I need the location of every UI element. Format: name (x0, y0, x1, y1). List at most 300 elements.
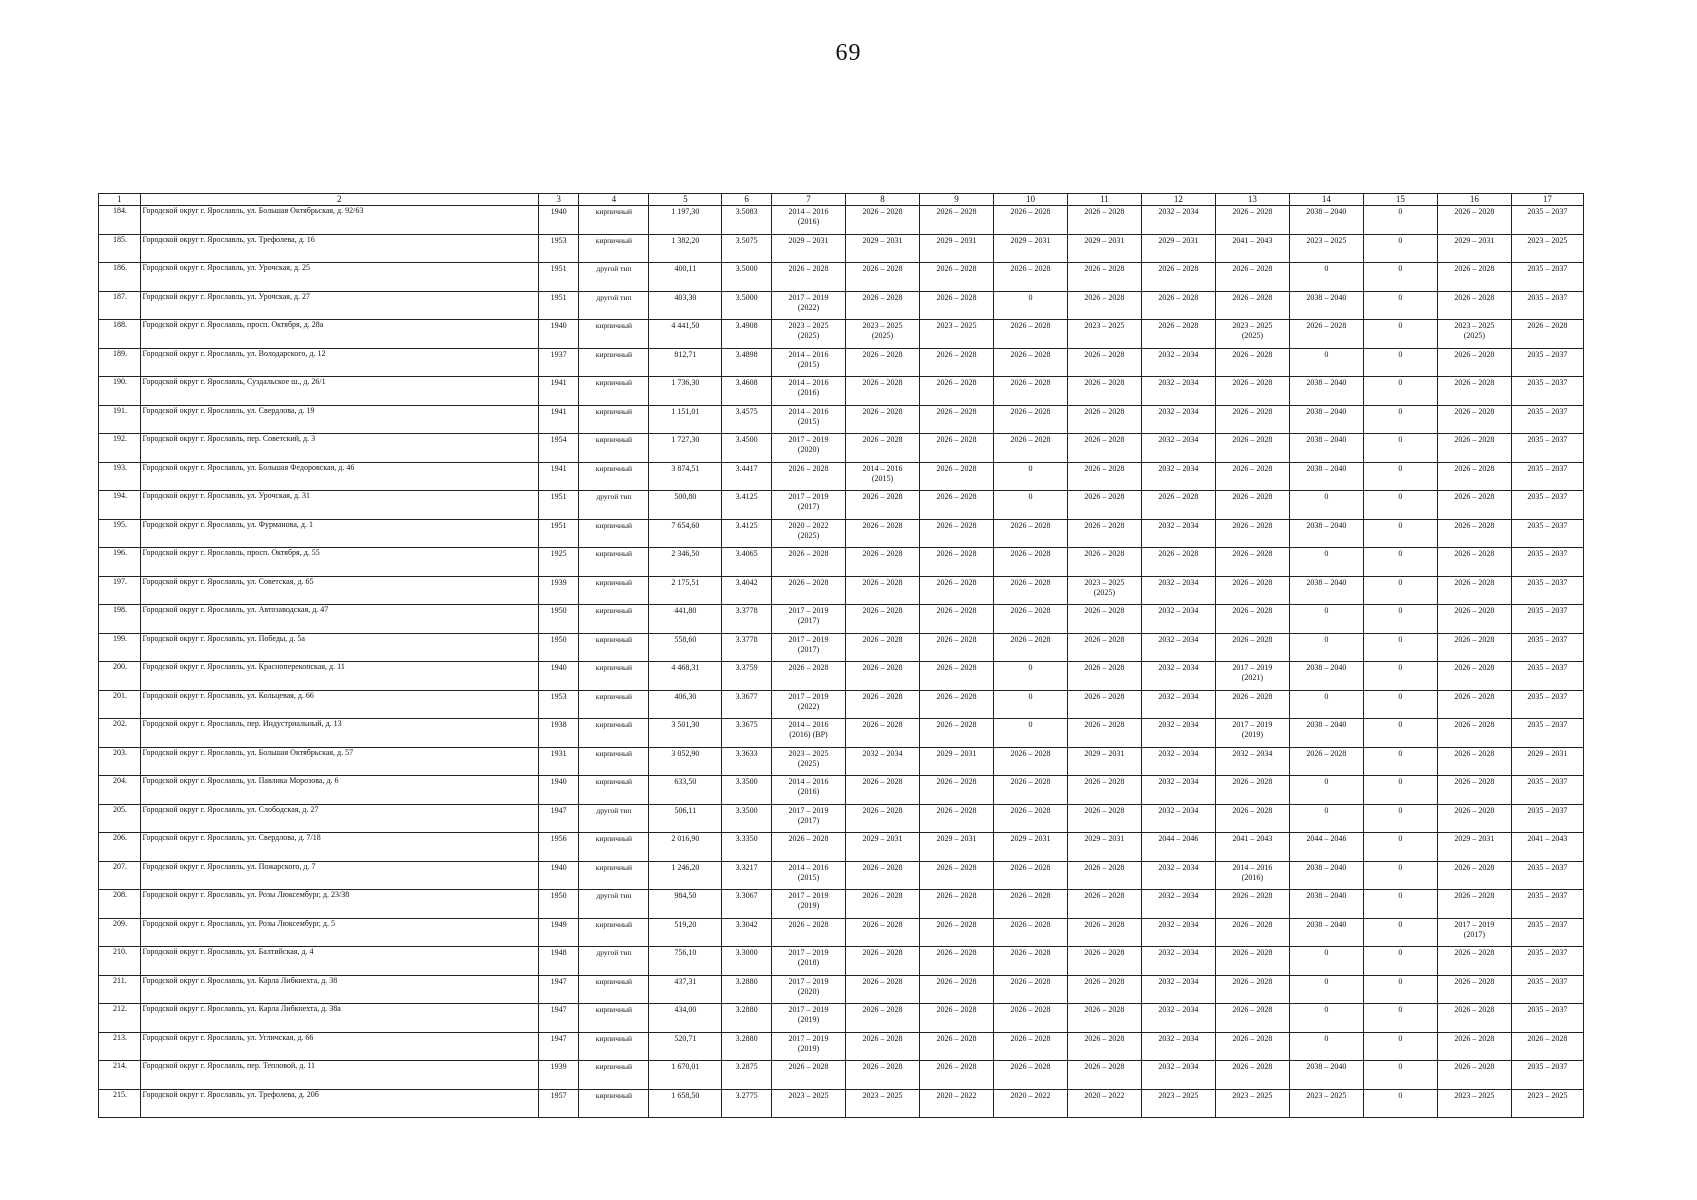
material-cell: другой тип (579, 947, 649, 976)
cell-col-3: 1939 (538, 1061, 579, 1090)
cell-col-6: 3.3000 (722, 947, 772, 976)
cell-col-13: 2014 – 2016 (2016) (1215, 861, 1289, 890)
cell-col-11: 2026 – 2028 (1067, 263, 1141, 292)
cell-col-8: 2026 – 2028 (845, 719, 919, 748)
cell-col-10: 2026 – 2028 (993, 747, 1067, 776)
cell-col-13: 2026 – 2028 (1215, 434, 1289, 463)
cell-col-12: 2032 – 2034 (1141, 947, 1215, 976)
cell-col-5: 500,80 (649, 491, 722, 520)
row-number: 209. (99, 918, 141, 947)
address-cell: Городской округ г. Ярославль, ул. Красноперекопская, д. 11 (140, 662, 538, 691)
cell-col-10: 2026 – 2028 (993, 348, 1067, 377)
cell-col-14: 2026 – 2028 (1289, 747, 1363, 776)
cell-col-12: 2032 – 2034 (1141, 576, 1215, 605)
cell-col-16: 2026 – 2028 (1437, 804, 1511, 833)
cell-col-9: 2026 – 2028 (919, 405, 993, 434)
cell-col-12: 2032 – 2034 (1141, 405, 1215, 434)
cell-col-17: 2035 – 2037 (1511, 1061, 1583, 1090)
table-row (99, 833, 1584, 862)
address-cell: Городской округ г. Ярославль, ул. Кольцевая, д. 66 (140, 690, 538, 719)
cell-col-15: 0 (1363, 377, 1437, 406)
cell-col-15: 0 (1363, 291, 1437, 320)
cell-col-8: 2026 – 2028 (845, 1061, 919, 1090)
cell-col-10: 2029 – 2031 (993, 833, 1067, 862)
cell-col-12: 2032 – 2034 (1141, 1032, 1215, 1061)
cell-col-3: 1941 (538, 377, 579, 406)
cell-col-8: 2026 – 2028 (845, 576, 919, 605)
row-number: 203. (99, 747, 141, 776)
cell-col-5: 1 736,30 (649, 377, 722, 406)
cell-col-10: 2020 – 2022 (993, 1089, 1067, 1118)
cell-col-16: 2026 – 2028 (1437, 747, 1511, 776)
material-cell: кирпичный (579, 462, 649, 491)
cell-col-11: 2026 – 2028 (1067, 804, 1141, 833)
cell-col-8: 2026 – 2028 (845, 947, 919, 976)
cell-col-3: 1954 (538, 434, 579, 463)
row-number: 200. (99, 662, 141, 691)
cell-col-3: 1948 (538, 947, 579, 976)
cell-col-15: 0 (1363, 462, 1437, 491)
table-row (99, 605, 1584, 634)
cell-col-14: 0 (1289, 605, 1363, 634)
address-cell: Городской округ г. Ярославль, ул. Балтийская, д. 4 (140, 947, 538, 976)
cell-col-11: 2026 – 2028 (1067, 690, 1141, 719)
table-row (99, 206, 1584, 235)
cell-col-16: 2026 – 2028 (1437, 462, 1511, 491)
cell-col-13: 2026 – 2028 (1215, 291, 1289, 320)
row-number: 201. (99, 690, 141, 719)
cell-col-17: 2026 – 2028 (1511, 1032, 1583, 1061)
column-header-13: 13 (1215, 194, 1289, 206)
address-cell: Городской округ г. Ярославль, Суздальское ш., д. 26/1 (140, 377, 538, 406)
cell-col-5: 519,20 (649, 918, 722, 947)
cell-col-8: 2032 – 2034 (845, 747, 919, 776)
cell-col-16: 2026 – 2028 (1437, 206, 1511, 235)
cell-col-10: 2026 – 2028 (993, 320, 1067, 349)
cell-col-16: 2026 – 2028 (1437, 1061, 1511, 1090)
table-row (99, 776, 1584, 805)
cell-col-11: 2026 – 2028 (1067, 1061, 1141, 1090)
cell-col-8: 2026 – 2028 (845, 776, 919, 805)
cell-col-3: 1950 (538, 633, 579, 662)
cell-col-12: 2032 – 2034 (1141, 776, 1215, 805)
row-number: 194. (99, 491, 141, 520)
cell-col-16: 2026 – 2028 (1437, 1004, 1511, 1033)
housing-table-wrapper (98, 193, 1584, 1118)
cell-col-12: 2044 – 2046 (1141, 833, 1215, 862)
cell-col-8: 2026 – 2028 (845, 263, 919, 292)
material-cell: другой тип (579, 491, 649, 520)
address-cell: Городской округ г. Ярославль, ул. Советская, д. 65 (140, 576, 538, 605)
column-header-3: 3 (538, 194, 579, 206)
cell-col-3: 1956 (538, 833, 579, 862)
cell-col-17: 2035 – 2037 (1511, 633, 1583, 662)
cell-col-6: 3.3675 (722, 719, 772, 748)
address-cell: Городской округ г. Ярославль, ул. Урочская, д. 25 (140, 263, 538, 292)
cell-col-17: 2035 – 2037 (1511, 719, 1583, 748)
cell-col-9: 2026 – 2028 (919, 434, 993, 463)
cell-col-9: 2026 – 2028 (919, 662, 993, 691)
cell-col-8: 2026 – 2028 (845, 918, 919, 947)
cell-col-9: 2026 – 2028 (919, 291, 993, 320)
cell-col-11: 2026 – 2028 (1067, 519, 1141, 548)
cell-col-12: 2026 – 2028 (1141, 491, 1215, 520)
cell-col-8: 2026 – 2028 (845, 605, 919, 634)
column-header-9: 9 (919, 194, 993, 206)
column-header-1: 1 (99, 194, 141, 206)
table-row (99, 890, 1584, 919)
cell-col-14: 2023 – 2025 (1289, 234, 1363, 263)
cell-col-9: 2026 – 2028 (919, 491, 993, 520)
material-cell: кирпичный (579, 833, 649, 862)
cell-col-14: 0 (1289, 975, 1363, 1004)
material-cell: кирпичный (579, 918, 649, 947)
table-row (99, 975, 1584, 1004)
cell-col-11: 2029 – 2031 (1067, 833, 1141, 862)
cell-col-9: 2026 – 2028 (919, 348, 993, 377)
cell-col-15: 0 (1363, 804, 1437, 833)
cell-col-3: 1951 (538, 291, 579, 320)
cell-col-6: 3.2880 (722, 975, 772, 1004)
cell-col-6: 3.3633 (722, 747, 772, 776)
cell-col-7: 2014 – 2016 (2015) (772, 348, 846, 377)
cell-col-3: 1957 (538, 1089, 579, 1118)
cell-col-17: 2035 – 2037 (1511, 377, 1583, 406)
cell-col-6: 3.4125 (722, 519, 772, 548)
address-cell: Городской округ г. Ярославль, ул. Карла Либкнехта, д. 38 (140, 975, 538, 1004)
cell-col-13: 2026 – 2028 (1215, 462, 1289, 491)
row-number: 205. (99, 804, 141, 833)
address-cell: Городской округ г. Ярославль, просп. Октября, д. 28а (140, 320, 538, 349)
cell-col-10: 2026 – 2028 (993, 1032, 1067, 1061)
cell-col-3: 1940 (538, 206, 579, 235)
cell-col-15: 0 (1363, 1032, 1437, 1061)
table-row (99, 405, 1584, 434)
cell-col-17: 2035 – 2037 (1511, 890, 1583, 919)
column-header-5: 5 (649, 194, 722, 206)
cell-col-9: 2026 – 2028 (919, 633, 993, 662)
address-cell: Городской округ г. Ярославль, ул. Фурманова, д. 1 (140, 519, 538, 548)
cell-col-9: 2026 – 2028 (919, 1032, 993, 1061)
cell-col-6: 3.4417 (722, 462, 772, 491)
address-cell: Городской округ г. Ярославль, ул. Розы Люксембург, д. 5 (140, 918, 538, 947)
cell-col-13: 2026 – 2028 (1215, 519, 1289, 548)
cell-col-14: 2038 – 2040 (1289, 291, 1363, 320)
table-row (99, 377, 1584, 406)
cell-col-12: 2032 – 2034 (1141, 1004, 1215, 1033)
cell-col-6: 3.3067 (722, 890, 772, 919)
cell-col-17: 2035 – 2037 (1511, 918, 1583, 947)
column-header-6: 6 (722, 194, 772, 206)
cell-col-10: 2026 – 2028 (993, 633, 1067, 662)
cell-col-11: 2026 – 2028 (1067, 890, 1141, 919)
material-cell: другой тип (579, 291, 649, 320)
cell-col-15: 0 (1363, 633, 1437, 662)
address-cell: Городской округ г. Ярославль, ул. Урочская, д. 31 (140, 491, 538, 520)
cell-col-8: 2023 – 2025 (845, 1089, 919, 1118)
column-header-4: 4 (579, 194, 649, 206)
cell-col-3: 1947 (538, 804, 579, 833)
cell-col-9: 2026 – 2028 (919, 1061, 993, 1090)
cell-col-12: 2032 – 2034 (1141, 605, 1215, 634)
cell-col-7: 2017 – 2019 (2019) (772, 1004, 846, 1033)
table-row (99, 491, 1584, 520)
cell-col-5: 4 468,31 (649, 662, 722, 691)
cell-col-7: 2014 – 2016 (2016) (ВР) (772, 719, 846, 748)
address-cell: Городской округ г. Ярославль, ул. Розы Люксембург, д. 23/38 (140, 890, 538, 919)
cell-col-5: 1 246,20 (649, 861, 722, 890)
cell-col-3: 1950 (538, 605, 579, 634)
cell-col-14: 2038 – 2040 (1289, 377, 1363, 406)
cell-col-16: 2026 – 2028 (1437, 576, 1511, 605)
cell-col-10: 2026 – 2028 (993, 377, 1067, 406)
cell-col-17: 2035 – 2037 (1511, 1004, 1583, 1033)
material-cell: кирпичный (579, 1089, 649, 1118)
cell-col-12: 2026 – 2028 (1141, 291, 1215, 320)
cell-col-13: 2026 – 2028 (1215, 491, 1289, 520)
cell-col-15: 0 (1363, 833, 1437, 862)
cell-col-6: 3.3677 (722, 690, 772, 719)
table-row (99, 291, 1584, 320)
cell-col-3: 1938 (538, 719, 579, 748)
cell-col-11: 2026 – 2028 (1067, 206, 1141, 235)
material-cell: кирпичный (579, 434, 649, 463)
cell-col-5: 1 727,30 (649, 434, 722, 463)
cell-col-15: 0 (1363, 1004, 1437, 1033)
cell-col-3: 1940 (538, 861, 579, 890)
cell-col-11: 2026 – 2028 (1067, 947, 1141, 976)
cell-col-16: 2026 – 2028 (1437, 405, 1511, 434)
cell-col-5: 506,11 (649, 804, 722, 833)
cell-col-14: 2038 – 2040 (1289, 405, 1363, 434)
cell-col-16: 2026 – 2028 (1437, 947, 1511, 976)
cell-col-12: 2029 – 2031 (1141, 234, 1215, 263)
column-header-16: 16 (1437, 194, 1511, 206)
cell-col-9: 2026 – 2028 (919, 377, 993, 406)
cell-col-13: 2026 – 2028 (1215, 690, 1289, 719)
cell-col-5: 441,80 (649, 605, 722, 634)
material-cell: кирпичный (579, 662, 649, 691)
column-header-11: 11 (1067, 194, 1141, 206)
cell-col-6: 3.3500 (722, 804, 772, 833)
cell-col-13: 2026 – 2028 (1215, 1004, 1289, 1033)
cell-col-16: 2026 – 2028 (1437, 377, 1511, 406)
cell-col-15: 0 (1363, 662, 1437, 691)
material-cell: кирпичный (579, 519, 649, 548)
cell-col-11: 2023 – 2025 (2025) (1067, 576, 1141, 605)
table-row (99, 1032, 1584, 1061)
address-cell: Городской округ г. Ярославль, пер. Индустриальный, д. 13 (140, 719, 538, 748)
address-cell: Городской округ г. Ярославль, ул. Большая Октябрьская, д. 57 (140, 747, 538, 776)
table-row (99, 548, 1584, 577)
cell-col-11: 2026 – 2028 (1067, 1032, 1141, 1061)
cell-col-15: 0 (1363, 1061, 1437, 1090)
cell-col-16: 2026 – 2028 (1437, 890, 1511, 919)
cell-col-3: 1941 (538, 462, 579, 491)
cell-col-17: 2041 – 2043 (1511, 833, 1583, 862)
cell-col-5: 3 501,30 (649, 719, 722, 748)
cell-col-16: 2017 – 2019 (2017) (1437, 918, 1511, 947)
cell-col-15: 0 (1363, 348, 1437, 377)
cell-col-8: 2026 – 2028 (845, 662, 919, 691)
material-cell: кирпичный (579, 861, 649, 890)
cell-col-7: 2017 – 2019 (2017) (772, 605, 846, 634)
cell-col-17: 2035 – 2037 (1511, 434, 1583, 463)
cell-col-3: 1947 (538, 1032, 579, 1061)
cell-col-12: 2032 – 2034 (1141, 348, 1215, 377)
housing-repair-schedule-table (98, 193, 1584, 1118)
cell-col-15: 0 (1363, 975, 1437, 1004)
table-row (99, 434, 1584, 463)
cell-col-5: 1 670,01 (649, 1061, 722, 1090)
cell-col-8: 2026 – 2028 (845, 291, 919, 320)
cell-col-16: 2026 – 2028 (1437, 348, 1511, 377)
material-cell: кирпичный (579, 1061, 649, 1090)
cell-col-14: 2038 – 2040 (1289, 719, 1363, 748)
column-header-2: 2 (140, 194, 538, 206)
cell-col-8: 2026 – 2028 (845, 975, 919, 1004)
cell-col-10: 0 (993, 719, 1067, 748)
cell-col-16: 2026 – 2028 (1437, 690, 1511, 719)
cell-col-7: 2023 – 2025 (2025) (772, 320, 846, 349)
cell-col-13: 2017 – 2019 (2019) (1215, 719, 1289, 748)
material-cell: кирпичный (579, 1032, 649, 1061)
cell-col-15: 0 (1363, 947, 1437, 976)
cell-col-3: 1953 (538, 690, 579, 719)
table-row (99, 633, 1584, 662)
cell-col-8: 2026 – 2028 (845, 861, 919, 890)
cell-col-9: 2026 – 2028 (919, 719, 993, 748)
cell-col-3: 1951 (538, 491, 579, 520)
address-cell: Городской округ г. Ярославль, пер. Советский, д. 3 (140, 434, 538, 463)
cell-col-10: 0 (993, 291, 1067, 320)
column-header-15: 15 (1363, 194, 1437, 206)
cell-col-17: 2035 – 2037 (1511, 548, 1583, 577)
cell-col-14: 0 (1289, 1004, 1363, 1033)
material-cell: кирпичный (579, 776, 649, 805)
cell-col-3: 1937 (538, 348, 579, 377)
table-row (99, 690, 1584, 719)
cell-col-6: 3.5083 (722, 206, 772, 235)
row-number: 202. (99, 719, 141, 748)
column-header-14: 14 (1289, 194, 1363, 206)
cell-col-11: 2026 – 2028 (1067, 918, 1141, 947)
cell-col-10: 2026 – 2028 (993, 861, 1067, 890)
material-cell: кирпичный (579, 548, 649, 577)
cell-col-15: 0 (1363, 263, 1437, 292)
cell-col-12: 2032 – 2034 (1141, 890, 1215, 919)
cell-col-15: 0 (1363, 690, 1437, 719)
cell-col-7: 2014 – 2016 (2016) (772, 206, 846, 235)
cell-col-17: 2035 – 2037 (1511, 291, 1583, 320)
page-number: 69 (835, 40, 862, 66)
row-number: 185. (99, 234, 141, 263)
cell-col-16: 2026 – 2028 (1437, 263, 1511, 292)
cell-col-14: 0 (1289, 776, 1363, 805)
cell-col-17: 2035 – 2037 (1511, 861, 1583, 890)
address-cell: Городской округ г. Ярославль, ул. Слободская, д. 27 (140, 804, 538, 833)
cell-col-9: 2026 – 2028 (919, 804, 993, 833)
cell-col-12: 2026 – 2028 (1141, 548, 1215, 577)
cell-col-7: 2026 – 2028 (772, 263, 846, 292)
cell-col-15: 0 (1363, 576, 1437, 605)
cell-col-8: 2026 – 2028 (845, 1032, 919, 1061)
cell-col-9: 2026 – 2028 (919, 975, 993, 1004)
row-number: 214. (99, 1061, 141, 1090)
cell-col-12: 2026 – 2028 (1141, 320, 1215, 349)
row-number: 188. (99, 320, 141, 349)
cell-col-7: 2017 – 2019 (2017) (772, 491, 846, 520)
cell-col-15: 0 (1363, 491, 1437, 520)
cell-col-13: 2026 – 2028 (1215, 890, 1289, 919)
cell-col-7: 2029 – 2031 (772, 234, 846, 263)
cell-col-16: 2026 – 2028 (1437, 633, 1511, 662)
cell-col-9: 2029 – 2031 (919, 234, 993, 263)
cell-col-15: 0 (1363, 405, 1437, 434)
cell-col-17: 2035 – 2037 (1511, 605, 1583, 634)
cell-col-10: 2026 – 2028 (993, 519, 1067, 548)
address-cell: Городской округ г. Ярославль, ул. Урочская, д. 27 (140, 291, 538, 320)
cell-col-14: 2026 – 2028 (1289, 320, 1363, 349)
cell-col-9: 2026 – 2028 (919, 519, 993, 548)
cell-col-16: 2026 – 2028 (1437, 519, 1511, 548)
cell-col-10: 2026 – 2028 (993, 947, 1067, 976)
cell-col-6: 3.3778 (722, 633, 772, 662)
cell-col-12: 2032 – 2034 (1141, 206, 1215, 235)
cell-col-17: 2035 – 2037 (1511, 206, 1583, 235)
address-cell: Городской округ г. Ярославль, ул. Автозаводская, д. 47 (140, 605, 538, 634)
cell-col-12: 2032 – 2034 (1141, 434, 1215, 463)
cell-col-6: 3.4500 (722, 434, 772, 463)
address-cell: Городской округ г. Ярославль, ул. Володарского, д. 12 (140, 348, 538, 377)
cell-col-10: 2026 – 2028 (993, 975, 1067, 1004)
table-row (99, 348, 1584, 377)
cell-col-14: 2038 – 2040 (1289, 206, 1363, 235)
cell-col-16: 2026 – 2028 (1437, 434, 1511, 463)
cell-col-9: 2026 – 2028 (919, 206, 993, 235)
table-row (99, 1004, 1584, 1033)
cell-col-14: 2038 – 2040 (1289, 434, 1363, 463)
cell-col-14: 2038 – 2040 (1289, 462, 1363, 491)
material-cell: кирпичный (579, 1004, 649, 1033)
table-row (99, 1089, 1584, 1118)
cell-col-9: 2026 – 2028 (919, 263, 993, 292)
row-number: 213. (99, 1032, 141, 1061)
cell-col-17: 2029 – 2031 (1511, 747, 1583, 776)
cell-col-3: 1949 (538, 918, 579, 947)
cell-col-13: 2026 – 2028 (1215, 605, 1289, 634)
cell-col-11: 2029 – 2031 (1067, 234, 1141, 263)
cell-col-10: 2026 – 2028 (993, 206, 1067, 235)
cell-col-8: 2026 – 2028 (845, 633, 919, 662)
cell-col-10: 2026 – 2028 (993, 263, 1067, 292)
table-row (99, 519, 1584, 548)
cell-col-12: 2032 – 2034 (1141, 719, 1215, 748)
cell-col-15: 0 (1363, 719, 1437, 748)
cell-col-14: 2023 – 2025 (1289, 1089, 1363, 1118)
cell-col-9: 2020 – 2022 (919, 1089, 993, 1118)
material-cell: другой тип (579, 804, 649, 833)
cell-col-6: 3.4908 (722, 320, 772, 349)
row-number: 193. (99, 462, 141, 491)
cell-col-17: 2035 – 2037 (1511, 348, 1583, 377)
cell-col-16: 2026 – 2028 (1437, 776, 1511, 805)
cell-col-9: 2026 – 2028 (919, 861, 993, 890)
cell-col-8: 2026 – 2028 (845, 348, 919, 377)
cell-col-6: 3.4575 (722, 405, 772, 434)
cell-col-11: 2026 – 2028 (1067, 975, 1141, 1004)
row-number: 186. (99, 263, 141, 292)
